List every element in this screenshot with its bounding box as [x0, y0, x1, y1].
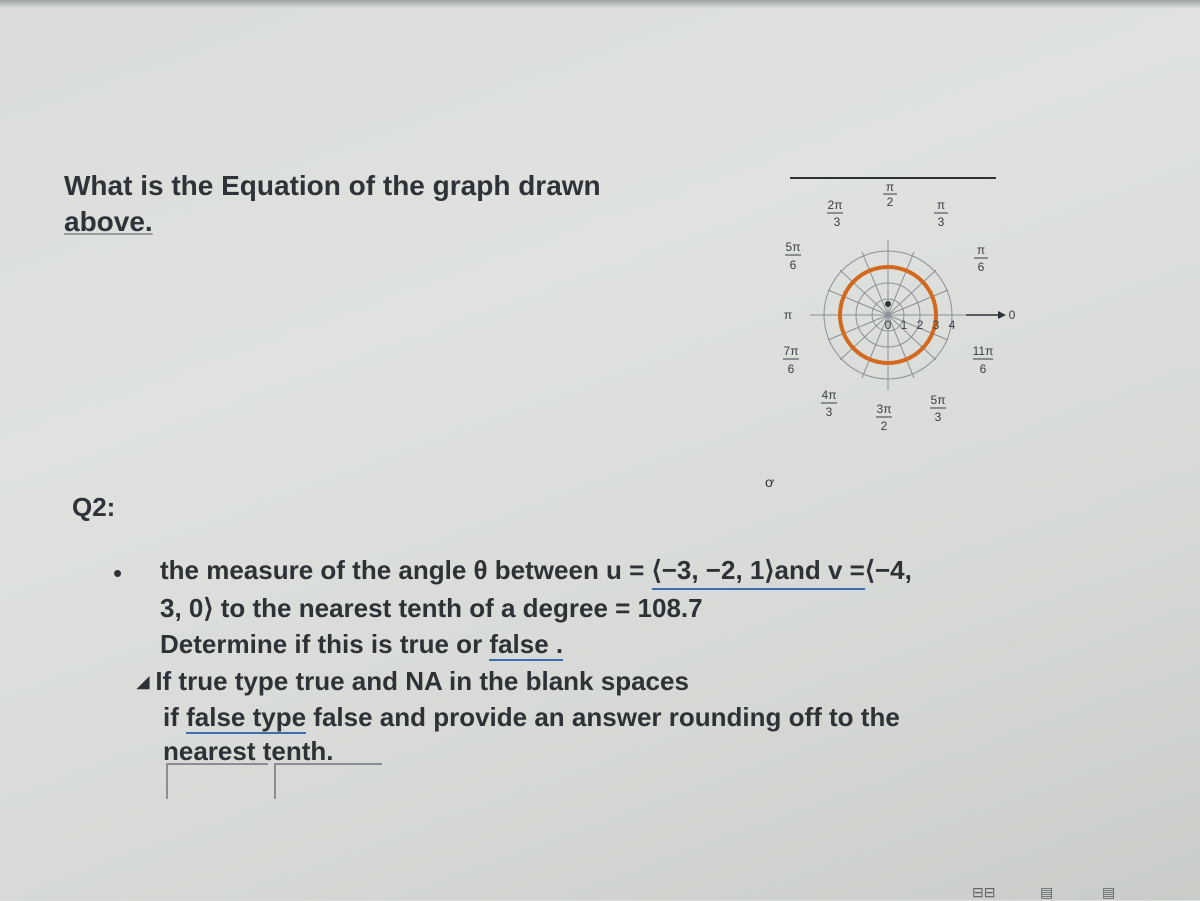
bottom-toolbar-icon-2[interactable]: ▤ — [1040, 884, 1054, 900]
hint-text-1: If true type true and NA in the blank spaces — [155, 666, 689, 696]
hint-line-2 — [137, 700, 900, 734]
collapse-triangle-icon[interactable]: ◢ — [137, 674, 150, 692]
answer-input-1[interactable] — [166, 763, 268, 799]
label-4pi-over-3-num: 4π — [821, 388, 837, 402]
false-link[interactable]: false . — [489, 629, 564, 659]
q2-text-b: and v = — [775, 552, 865, 590]
label-pi: π — [783, 308, 793, 322]
label-2pi-over-3-den: 3 — [833, 215, 841, 229]
label-5pi-over-3-num: 5π — [930, 393, 946, 407]
hint-line-3: nearest tenth. — [163, 736, 334, 767]
radial-tick-0: 0 — [884, 318, 892, 332]
q2-text-a: the measure of the angle θ between u = — [160, 555, 652, 585]
radial-tick-3: 3 — [932, 318, 940, 332]
question-2-label: Q2: — [72, 492, 116, 522]
label-pi-over-6-den: 6 — [977, 260, 985, 274]
radial-tick-4: 4 — [948, 318, 956, 332]
bottom-toolbar-icon-1[interactable]: ⊟⊟ — [972, 884, 996, 900]
vector-u-value: ⟨−3, −2, 1⟩ — [652, 552, 775, 590]
bullet-icon: • — [113, 558, 123, 588]
graph-top-rule — [790, 177, 996, 179]
label-11pi-over-6-num: 11π — [972, 344, 994, 358]
label-5pi-over-6-den: 6 — [789, 258, 797, 272]
label-pi-over-6-num: π — [976, 243, 986, 257]
hint-text-2b: false and provide an answer rounding off to the — [306, 702, 900, 733]
label-4pi-over-3-den: 3 — [825, 405, 833, 419]
question-1-text — [64, 168, 601, 240]
label-pi-over-3-den: 3 — [937, 215, 945, 229]
question-2-line-2 — [160, 590, 1150, 626]
question-2-statement — [160, 552, 1150, 662]
question-2-line-1 — [160, 552, 1150, 590]
answer-input-2[interactable] — [274, 763, 382, 799]
vector-v-end: 3, 0⟩ — [160, 593, 214, 623]
radial-tick-2: 2 — [916, 318, 924, 332]
stray-mark: ơ — [765, 474, 775, 490]
label-3pi-over-2-num: 3π — [876, 402, 892, 416]
label-pi-over-2-den: 2 — [886, 195, 894, 209]
hint-text-2a: if — [163, 702, 187, 733]
q2-text-d: Determine if this is true or — [160, 629, 490, 659]
vector-v-start: ⟨−4, — [864, 555, 912, 585]
polar-axis-arrowhead — [998, 311, 1006, 319]
label-2pi-over-3-num: 2π — [827, 198, 843, 212]
screen-top-edge — [0, 0, 1200, 8]
question-1-line-1: What is the Equation of the graph drawn — [64, 170, 601, 201]
label-7pi-over-6-den: 6 — [787, 362, 795, 376]
label-zero: 0 — [1008, 308, 1016, 322]
label-pi-over-3-num: π — [936, 198, 946, 212]
label-7pi-over-6-num: 7π — [783, 344, 799, 358]
label-5pi-over-6-num: 5π — [785, 240, 801, 254]
false-type-link[interactable]: false type — [186, 702, 307, 733]
label-11pi-over-6-den: 6 — [979, 362, 987, 376]
label-3pi-over-2-den: 2 — [880, 419, 888, 433]
instructions — [137, 664, 900, 768]
bottom-toolbar-icon-3[interactable]: ▤ — [1102, 884, 1116, 900]
polar-graph — [750, 180, 1050, 450]
label-5pi-over-3-den: 3 — [934, 410, 942, 424]
question-2-line-3 — [160, 626, 1150, 662]
label-pi-over-2-num: π — [885, 180, 895, 194]
hint-line-1 — [137, 664, 900, 700]
radial-tick-1: 1 — [900, 318, 908, 332]
polar-center-dot — [885, 301, 891, 307]
q2-text-c: to the nearest tenth of a degree = 108.7 — [213, 593, 703, 623]
question-1-line-2: above. — [64, 206, 153, 237]
